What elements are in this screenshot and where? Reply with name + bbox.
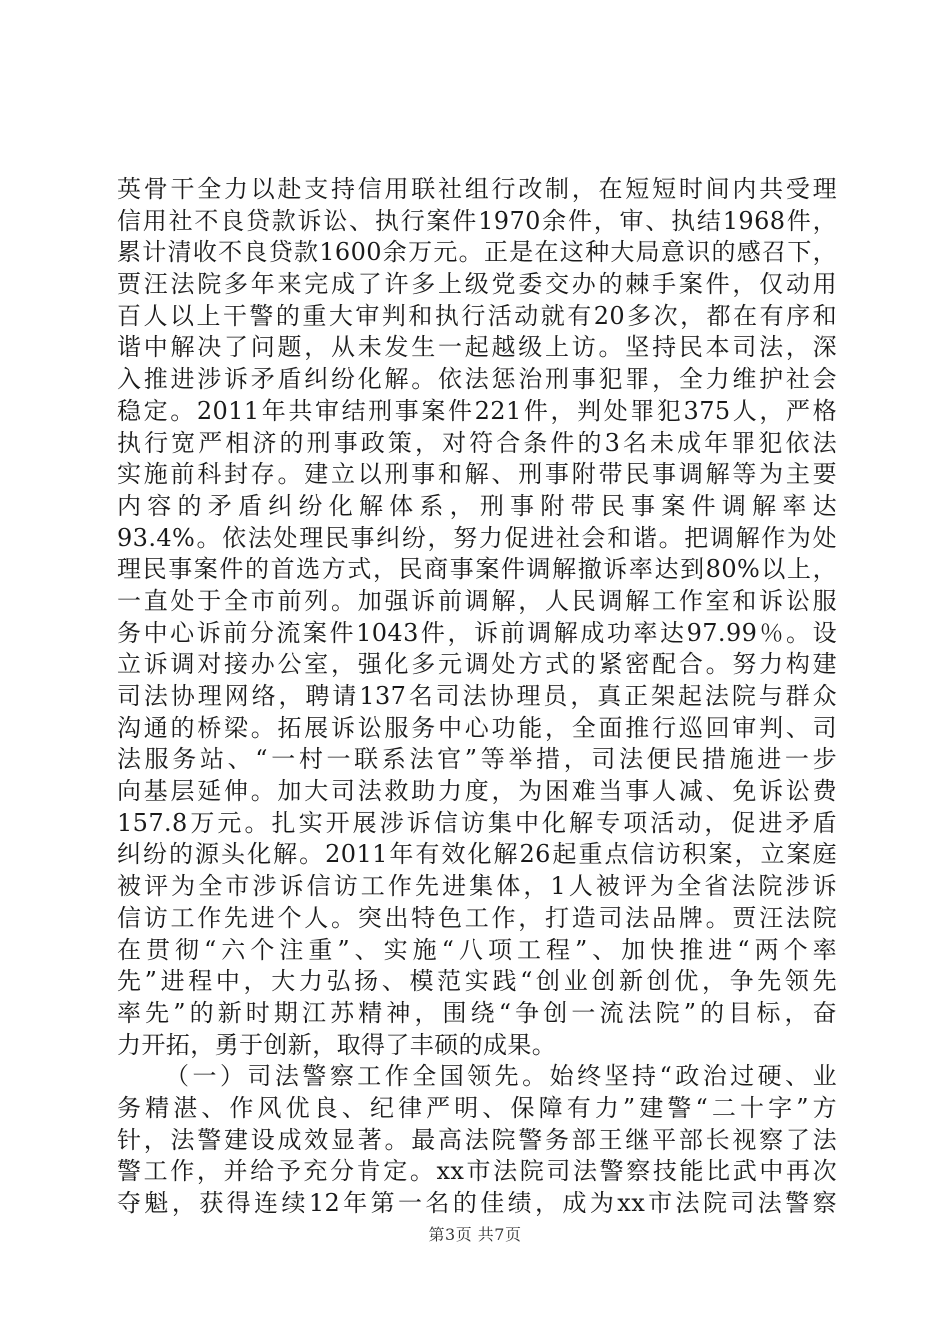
text-line: 力开拓，勇于创新，取得了丰硕的成果。 (117, 1030, 557, 1059)
text-line: 先”进程中，大力弘扬、模范实践“创业创新创优，争先领先 (117, 967, 837, 996)
text-line: 率先”的新时期江苏精神，围绕“争创一流法院”的目标，奋 (117, 998, 837, 1027)
body-text (117, 174, 837, 1220)
text-line: 在贯彻“六个注重”、实施“八项工程”、加快推进“两个率 (117, 935, 837, 964)
text-line: 贾汪法院多年来完成了许多上级党委交办的棘手案件，仅动用 (117, 270, 837, 299)
text-line: 157.8万元。扎实开展涉诉信访集中化解专项活动，促进矛盾 (117, 808, 837, 837)
text-line: 沟通的桥梁。拓展诉讼服务中心功能，全面推行巡回审判、司 (117, 713, 837, 742)
text-line: 信用社不良贷款诉讼、执行案件1970余件，审、执结1968件， (117, 206, 837, 235)
text-line: 法服务站、“一村一联系法官”等举措，司法便民措施进一步 (117, 745, 837, 774)
text-line: 理民事案件的首选方式，民商事案件调解撤诉率达到80%以上， (117, 555, 837, 584)
text-line: 93.4%。依法处理民事纠纷，努力促进社会和谐。把调解作为处 (117, 523, 837, 552)
text-line: 纠纷的源头化解。2011年有效化解26起重点信访积案，立案庭 (117, 840, 837, 869)
text-line: 务中心诉前分流案件1043件，诉前调解成功率达97.99％。设 (117, 618, 837, 647)
text-line: 执行宽严相济的刑事政策，对符合条件的3名未成年罪犯依法 (117, 428, 837, 457)
text-line: 实施前科封存。建立以刑事和解、刑事附带民事调解等为主要 (117, 460, 837, 489)
text-line: 百人以上干警的重大审判和执行活动就有20多次，都在有序和 (117, 301, 837, 330)
text-line: 司法协理网络，聘请137名司法协理员，真正架起法院与群众 (117, 682, 837, 710)
text-line: 累计清收不良贷款1600余万元。正是在这种大局意识的感召下， (117, 238, 837, 267)
text-line: 入推进涉诉矛盾纠纷化解。依法惩治刑事犯罪，全力维护社会 (117, 365, 837, 394)
text-line: 一直处于全市前列。加强诉前调解，人民调解工作室和诉讼服 (117, 586, 837, 615)
text-line: 警工作，并给予充分肯定。xx市法院司法警察技能比武中再次 (117, 1157, 837, 1186)
text-line: 针，法警建设成效显著。最高法院警务部王继平部长视察了法 (117, 1125, 837, 1154)
text-line: 向基层延伸。加大司法救助力度，为困难当事人减、免诉讼费 (117, 777, 837, 806)
text-line: 立诉调对接办公室，强化多元调处方式的紧密配合。努力构建 (117, 650, 837, 679)
text-line: 内容的矛盾纠纷化解体系，刑事附带民事案件调解率达 (117, 491, 837, 520)
text-line: 务精湛、作风优良、纪律严明、保障有力”建警“二十字”方 (117, 1093, 837, 1122)
text-line: 夺魁，获得连续12年第一名的佳绩，成为xx市法院司法警察 (117, 1189, 837, 1217)
text-line: 稳定。2011年共审结刑事案件221件，判处罪犯375人，严格 (117, 396, 837, 425)
text-line: 谐中解决了问题，从未发生一起越级上访。坚持民本司法，深 (117, 333, 837, 362)
text-line: （一）司法警察工作全国领先。始终坚持“政治过硬、业 (165, 1062, 837, 1091)
text-line: 被评为全市涉诉信访工作先进集体，1人被评为全省法院涉诉 (117, 872, 837, 901)
page-number-footer: 第3页 共7页 (428, 1225, 522, 1244)
text-line: 信访工作先进个人。突出特色工作，打造司法品牌。贾汪法院 (117, 903, 837, 932)
text-line: 英骨干全力以赴支持信用联社组行改制，在短短时间内共受理 (117, 175, 837, 203)
